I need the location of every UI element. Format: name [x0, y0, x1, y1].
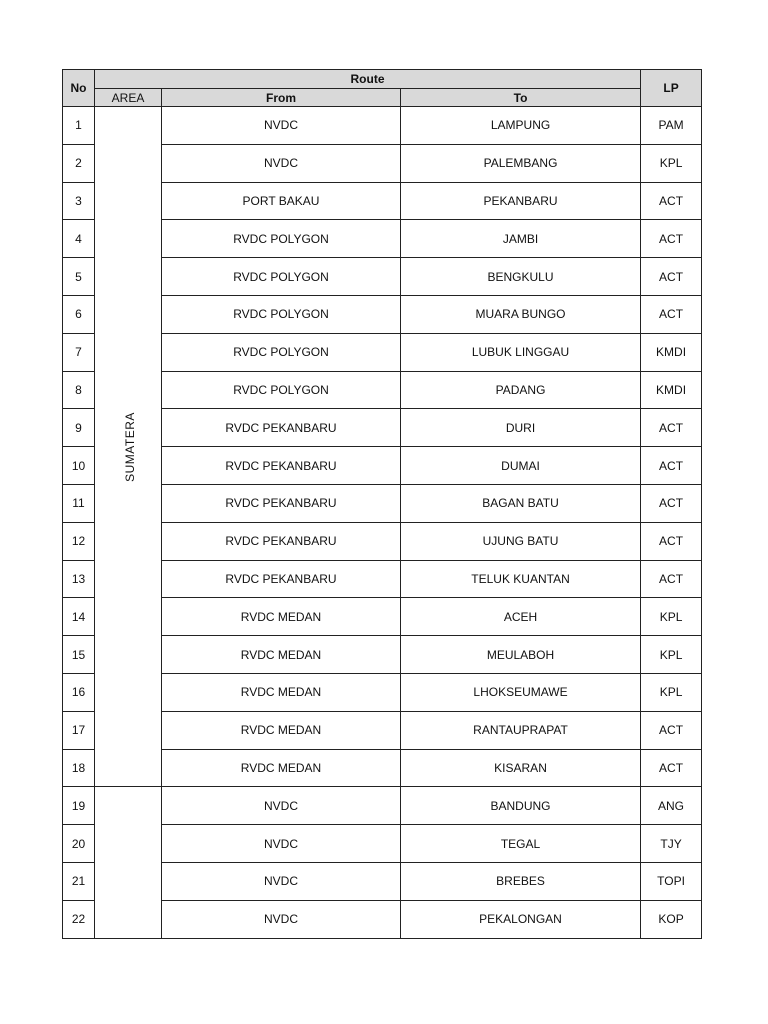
row-number: 7 [63, 333, 95, 371]
row-number: 21 [63, 862, 95, 900]
row-number: 3 [63, 182, 95, 220]
row-number: 4 [63, 220, 95, 258]
route-to: PEKANBARU [401, 182, 641, 220]
row-number: 11 [63, 484, 95, 522]
route-to: TELUK KUANTAN [401, 560, 641, 598]
route-from: RVDC POLYGON [162, 371, 401, 409]
route-to: JAMBI [401, 220, 641, 258]
route-to: PEKALONGAN [401, 900, 641, 938]
route-from: RVDC MEDAN [162, 711, 401, 749]
row-number: 13 [63, 560, 95, 598]
table-row [63, 787, 702, 825]
row-number: 18 [63, 749, 95, 787]
route-from: RVDC MEDAN [162, 673, 401, 711]
route-lp: ACT [641, 484, 702, 522]
route-lp: ACT [641, 295, 702, 333]
route-to: MUARA BUNGO [401, 295, 641, 333]
route-from: RVDC PEKANBARU [162, 447, 401, 485]
route-lp: ACT [641, 711, 702, 749]
route-from: RVDC POLYGON [162, 333, 401, 371]
route-lp: KPL [641, 673, 702, 711]
area-cell [95, 787, 162, 938]
route-from: RVDC MEDAN [162, 598, 401, 636]
route-to: DUMAI [401, 447, 641, 485]
row-number: 2 [63, 144, 95, 182]
row-number: 6 [63, 295, 95, 333]
header-area: AREA [95, 89, 162, 107]
header-from: From [162, 89, 401, 107]
route-lp: ANG [641, 787, 702, 825]
header-lp: LP [641, 70, 702, 107]
row-number: 5 [63, 258, 95, 296]
row-number: 1 [63, 107, 95, 145]
route-lp: ACT [641, 749, 702, 787]
row-number: 16 [63, 673, 95, 711]
route-lp: ACT [641, 522, 702, 560]
route-from: NVDC [162, 900, 401, 938]
route-from: RVDC POLYGON [162, 220, 401, 258]
route-from: NVDC [162, 107, 401, 145]
header-route: Route [95, 70, 641, 89]
route-to: DURI [401, 409, 641, 447]
route-from: PORT BAKAU [162, 182, 401, 220]
route-to: RANTAUPRAPAT [401, 711, 641, 749]
route-from: RVDC PEKANBARU [162, 560, 401, 598]
row-number: 8 [63, 371, 95, 409]
route-lp: ACT [641, 409, 702, 447]
route-from: RVDC PEKANBARU [162, 484, 401, 522]
route-lp: ACT [641, 447, 702, 485]
route-from: NVDC [162, 862, 401, 900]
row-number: 9 [63, 409, 95, 447]
table-header [63, 70, 702, 107]
table-body [63, 107, 702, 939]
row-number: 17 [63, 711, 95, 749]
route-lp: KMDI [641, 371, 702, 409]
route-lp: KMDI [641, 333, 702, 371]
area-label: SUMATERA [122, 411, 137, 482]
route-from: RVDC MEDAN [162, 636, 401, 674]
route-lp: ACT [641, 182, 702, 220]
route-to: LHOKSEUMAWE [401, 673, 641, 711]
row-number: 15 [63, 636, 95, 674]
route-to: UJUNG BATU [401, 522, 641, 560]
route-to: LAMPUNG [401, 107, 641, 145]
row-number: 19 [63, 787, 95, 825]
route-to: BENGKULU [401, 258, 641, 296]
route-lp: TOPI [641, 862, 702, 900]
table-row [63, 107, 702, 145]
route-to: TEGAL [401, 825, 641, 863]
row-number: 20 [63, 825, 95, 863]
route-to: MEULABOH [401, 636, 641, 674]
row-number: 10 [63, 447, 95, 485]
route-from: NVDC [162, 825, 401, 863]
header-to: To [401, 89, 641, 107]
area-cell [95, 107, 162, 787]
route-to: ACEH [401, 598, 641, 636]
route-to: PALEMBANG [401, 144, 641, 182]
route-from: RVDC PEKANBARU [162, 522, 401, 560]
route-lp: TJY [641, 825, 702, 863]
route-to: BREBES [401, 862, 641, 900]
route-from: NVDC [162, 144, 401, 182]
row-number: 12 [63, 522, 95, 560]
row-number: 14 [63, 598, 95, 636]
route-to: BAGAN BATU [401, 484, 641, 522]
route-to: KISARAN [401, 749, 641, 787]
header-no: No [63, 70, 95, 107]
row-number: 22 [63, 900, 95, 938]
route-from: RVDC PEKANBARU [162, 409, 401, 447]
route-lp: ACT [641, 258, 702, 296]
route-to: LUBUK LINGGAU [401, 333, 641, 371]
route-from: RVDC POLYGON [162, 258, 401, 296]
route-lp: PAM [641, 107, 702, 145]
route-lp: KPL [641, 598, 702, 636]
route-from: RVDC MEDAN [162, 749, 401, 787]
route-lp: KPL [641, 636, 702, 674]
route-lp: KPL [641, 144, 702, 182]
route-from: NVDC [162, 787, 401, 825]
route-to: BANDUNG [401, 787, 641, 825]
route-to: PADANG [401, 371, 641, 409]
route-table [62, 69, 702, 939]
route-lp: ACT [641, 560, 702, 598]
route-lp: KOP [641, 900, 702, 938]
route-from: RVDC POLYGON [162, 295, 401, 333]
route-lp: ACT [641, 220, 702, 258]
